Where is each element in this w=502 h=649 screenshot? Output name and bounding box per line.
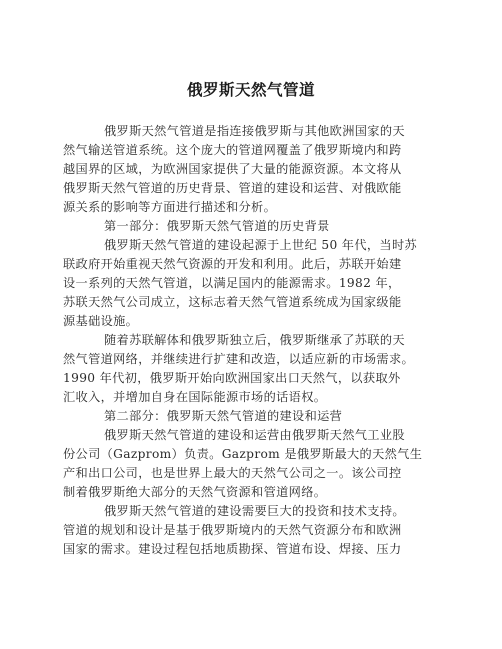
text-line: 份公司（Gazprom）负责。Gazprom 是俄罗斯最大的天然气生 xyxy=(63,447,423,461)
text-line: 制着俄罗斯绝大部分的天然气资源和管道网络。 xyxy=(63,485,327,499)
text-line: 越国界的区域，为欧洲国家提供了大量的能源资源。本文将从 xyxy=(63,162,402,176)
section-heading: 第一部分：俄罗斯天然气管道的历史背景 xyxy=(104,219,330,233)
text-line: 源基础设施。 xyxy=(63,314,139,328)
text-line: 然气管道网络，并继续进行扩建和改造，以适应新的市场需求。 xyxy=(63,352,415,366)
text-line: 然气输送管道系统。这个庞大的管道网覆盖了俄罗斯境内和跨 xyxy=(63,143,402,157)
text-line: 管道的规划和设计是基于俄罗斯境内的天然气资源分布和欧洲 xyxy=(63,523,402,537)
text-line: 设一系列的天然气管道，以满足国内的能源需求。1982 年， xyxy=(63,276,401,290)
text-line: 随着苏联解体和俄罗斯独立后，俄罗斯继承了苏联的天 xyxy=(104,333,405,347)
text-line: 俄罗斯天然气管道的历史背景、管道的建设和运营、对俄欧能 xyxy=(63,181,402,195)
text-line: 汇收入，并增加自身在国际能源市场的话语权。 xyxy=(63,390,327,404)
document-title: 俄罗斯天然气管道 xyxy=(186,81,315,99)
text-line: 俄罗斯天然气管道的建设起源于上世纪 50 年代，当时苏 xyxy=(104,238,418,252)
section-heading: 第二部分：俄罗斯天然气管道的建设和运营 xyxy=(104,409,343,423)
text-line: 产和出口公司，也是世界上最大的天然气公司之一。该公司控 xyxy=(63,466,402,480)
text-line: 俄罗斯天然气管道的建设需要巨大的投资和技术支持。 xyxy=(104,504,405,518)
text-line: 苏联天然气公司成立，这标志着天然气管道系统成为国家级能 xyxy=(63,295,402,309)
text-line: 国家的需求。建设过程包括地质勘探、管道布设、焊接、压力 xyxy=(63,542,402,556)
text-line: 1990 年代初，俄罗斯开始向欧洲国家出口天然气，以获取外 xyxy=(63,371,401,385)
text-line: 联政府开始重视天然气资源的开发和利用。此后，苏联开始建 xyxy=(63,257,402,271)
text-line: 源关系的影响等方面进行描述和分析。 xyxy=(63,200,277,214)
text-line: 俄罗斯天然气管道的建设和运营由俄罗斯天然气工业股 xyxy=(104,428,405,442)
text-line: 俄罗斯天然气管道是指连接俄罗斯与其他欧洲国家的天 xyxy=(104,124,405,138)
